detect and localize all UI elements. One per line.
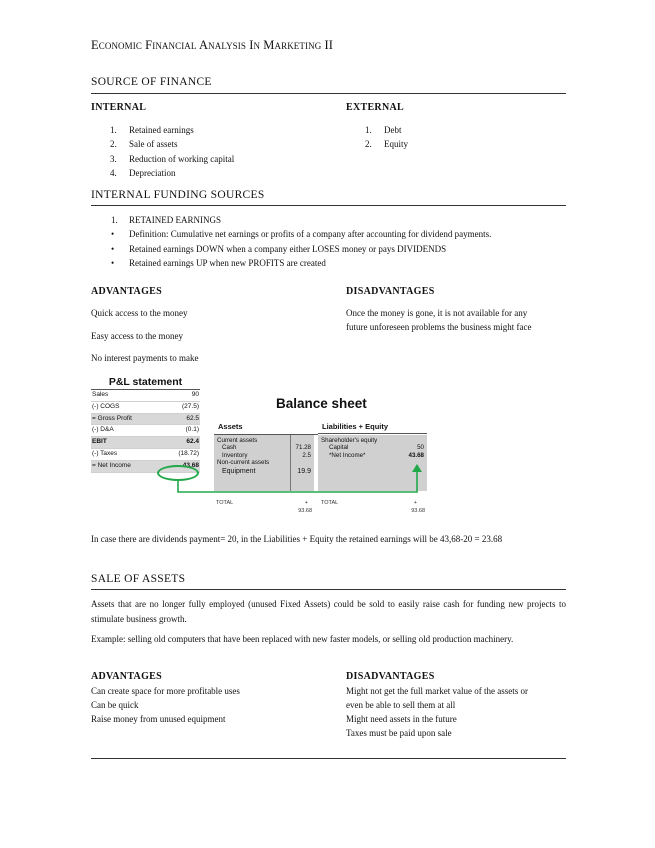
list-item: 4. Depreciation [110, 167, 176, 178]
net-income-value: 43.68 [408, 451, 424, 459]
pl-row-value: (0.1) [185, 426, 199, 434]
shareholders-equity-label: Shareholder's equity [321, 437, 378, 444]
disadvantage-item: Taxes must be paid upon sale [346, 728, 452, 738]
external-list [346, 123, 546, 152]
list-item: 2. Equity [365, 139, 408, 150]
pl-row-label: EBIT [92, 438, 107, 446]
internal-list [91, 123, 331, 180]
assets-total: TOTAL + 93.68 [216, 500, 312, 514]
external-label: EXTERNAL [346, 102, 404, 113]
pl-row-value: 62.5 [186, 414, 199, 422]
cash-label: Cash [222, 444, 237, 452]
document-header: Economic Financial Analysis In Marketing II [91, 38, 334, 52]
advantage-item: No interest payments to make [91, 353, 199, 363]
pl-row [91, 425, 200, 437]
list-item: • Retained earnings UP when new PROFITS are created [111, 257, 326, 268]
liabilities-total: TOTAL + 93.68 [321, 500, 425, 514]
list-item: 1. RETAINED EARNINGS [111, 215, 222, 225]
pl-row-label: (-) Taxes [92, 449, 118, 457]
pl-row-value: (27.5) [182, 402, 199, 410]
capital-value: 50 [417, 444, 424, 452]
inventory-label: Inventory [222, 451, 248, 459]
disadvantage-item: Might need assets in the future [346, 714, 457, 724]
disadvantage-item: Once the money is gone, it is not available for any [346, 308, 528, 318]
advantage-item: Easy access to the money [91, 331, 183, 341]
section-rule [91, 93, 566, 94]
section-title-source-of-finance: SOURCE OF FINANCE [91, 76, 212, 88]
assets-header: Assets [214, 419, 318, 435]
closing-rule [91, 758, 566, 759]
net-income-transfer-arrow [170, 462, 430, 502]
list-item: • Definition: Cumulative net earnings or profits of a company after accounting for dividend payments. [111, 229, 492, 240]
non-current-assets-label: Non-current assets [217, 458, 270, 466]
section-title-sale-of-assets: SALE OF ASSETS [91, 573, 186, 585]
sale-of-assets-example: Example: selling old computers that have been replaced with new faster models, or selling old production machinery. [91, 634, 514, 644]
current-assets-label: Current assets [217, 437, 258, 444]
inventory-value: 2.5 [302, 451, 311, 459]
disadvantage-item: future unforeseen problems the business might face [346, 322, 532, 332]
pl-row-label: (-) D&A [92, 426, 114, 434]
disadvantages-label: DISADVANTAGES [346, 671, 435, 682]
pl-row [91, 449, 200, 461]
net-income-label: *Net Income* [329, 451, 366, 459]
equipment-value: 19.9 [297, 468, 311, 476]
pl-row-label: (-) COGS [92, 402, 120, 410]
disadvantage-item: Might not get the full market value of the assets or [346, 686, 528, 696]
pl-statement-title: P&L statement [91, 376, 200, 390]
pl-row-label: = Net Income [92, 461, 131, 469]
advantage-item: Quick access to the money [91, 308, 188, 318]
cash-value: 71.28 [295, 444, 311, 452]
equipment-label: Equipment [222, 468, 256, 476]
capital-label: Capital [329, 444, 349, 452]
sale-of-assets-paragraph: Assets that are no longer fully employed (unused Fixed Assets) could be sold to easily raise cash for funding new projects to stimulate business growth. [91, 599, 566, 624]
disadvantages-label: DISADVANTAGES [346, 286, 435, 297]
pl-row-label: = Gross Profit [92, 414, 132, 422]
pl-row [91, 414, 200, 426]
pl-row-label: Sales [92, 391, 109, 398]
pl-row [91, 390, 200, 402]
section-rule [91, 205, 566, 206]
dividends-note: In case there are dividends payment= 20, in the Liabilities + Equity the retained earnings will be 43,68-20 = 23.68 [91, 534, 503, 544]
list-item: 1. Debt [365, 125, 402, 135]
section-rule [91, 589, 566, 590]
section-title-internal-funding: INTERNAL FUNDING SOURCES [91, 189, 265, 201]
list-item: • Retained earnings DOWN when a company either LOSES money or pays DIVIDENDS [111, 243, 447, 254]
liabilities-equity-header: Liabilities + Equity [318, 419, 427, 434]
pl-row-value: 43.68 [182, 461, 199, 469]
pl-statement-table [91, 376, 200, 473]
pl-row [91, 437, 200, 449]
list-item: 3. Reduction of working capital [110, 153, 235, 164]
balance-sheet-title: Balance sheet [276, 396, 367, 411]
internal-label: INTERNAL [91, 102, 147, 113]
advantages-label: ADVANTAGES [91, 671, 162, 682]
advantage-item: Can create space for more profitable uses [91, 686, 240, 696]
pl-row-value: 62.4 [186, 438, 199, 446]
advantage-item: Raise money from unused equipment [91, 714, 226, 724]
advantages-label: ADVANTAGES [91, 286, 162, 297]
advantage-item: Can be quick [91, 700, 139, 710]
pl-row-value: 90 [191, 391, 199, 398]
list-item: 1. Retained earnings [110, 125, 194, 135]
pl-row-value: (18.72) [178, 449, 199, 457]
list-item: 2. Sale of assets [110, 139, 178, 150]
disadvantage-item: even be able to sell them at all [346, 700, 456, 710]
pl-row [91, 402, 200, 414]
retained-earnings-list [91, 213, 566, 270]
